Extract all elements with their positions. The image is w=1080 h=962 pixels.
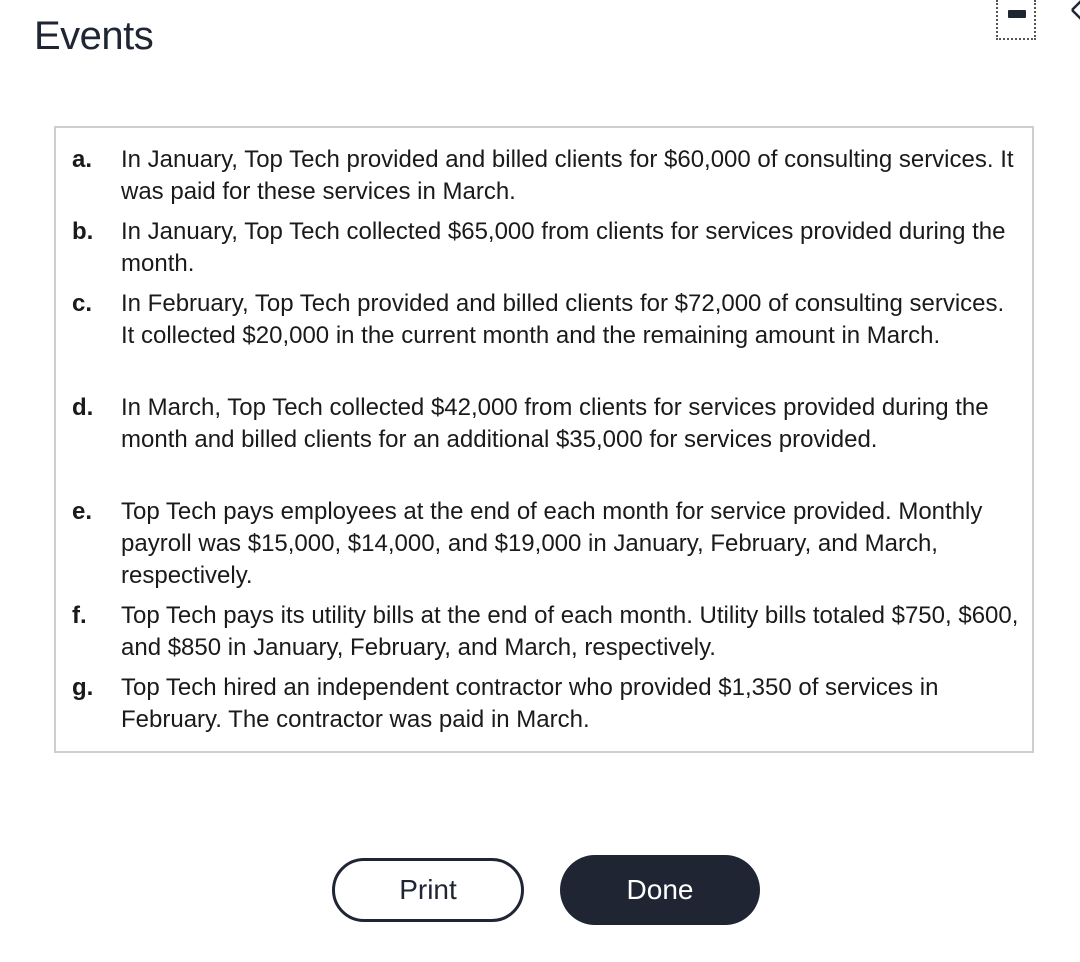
- close-icon: [1058, 0, 1080, 40]
- event-text: Top Tech pays employees at the end of each month for service provided. Monthly payroll was $15,000, $14,000, and $19,000 in January, February, and March, respectively.: [121, 498, 983, 589]
- close-button[interactable]: [1058, 0, 1080, 40]
- event-text: In February, Top Tech provided and billed clients for $72,000 of consulting services. It collected $20,000 in the current month and the remaining amount in March.: [121, 290, 1005, 349]
- event-letter: c.: [72, 290, 93, 317]
- event-letter: f.: [72, 602, 87, 629]
- event-letter: a.: [72, 146, 93, 173]
- print-button[interactable]: Print: [332, 858, 524, 922]
- event-text: In January, Top Tech provided and billed clients for $60,000 of consulting services. It was paid for these services in March.: [121, 146, 1014, 205]
- event-text: In January, Top Tech collected $65,000 from clients for services provided during the month.: [121, 218, 1006, 277]
- event-text: In March, Top Tech collected $42,000 from clients for services provided during the month and billed clients for an additional $35,000 for services provided.: [121, 394, 989, 453]
- event-letter: d.: [72, 394, 94, 421]
- event-letter: e.: [72, 498, 93, 525]
- minimize-button[interactable]: [996, 0, 1036, 40]
- event-text: Top Tech hired an independent contractor who provided $1,350 of services in February. The contractor was paid in March.: [121, 674, 939, 733]
- events-panel: [54, 126, 1034, 753]
- event-letter: b.: [72, 218, 94, 245]
- event-letter: g.: [72, 674, 94, 701]
- minimize-icon: [1008, 10, 1026, 18]
- page-title: Events: [34, 14, 154, 58]
- event-text: Top Tech pays its utility bills at the end of each month. Utility bills totaled $750, $600, and $850 in January, February, and March, respectively.: [121, 602, 1019, 661]
- done-button[interactable]: Done: [560, 855, 760, 925]
